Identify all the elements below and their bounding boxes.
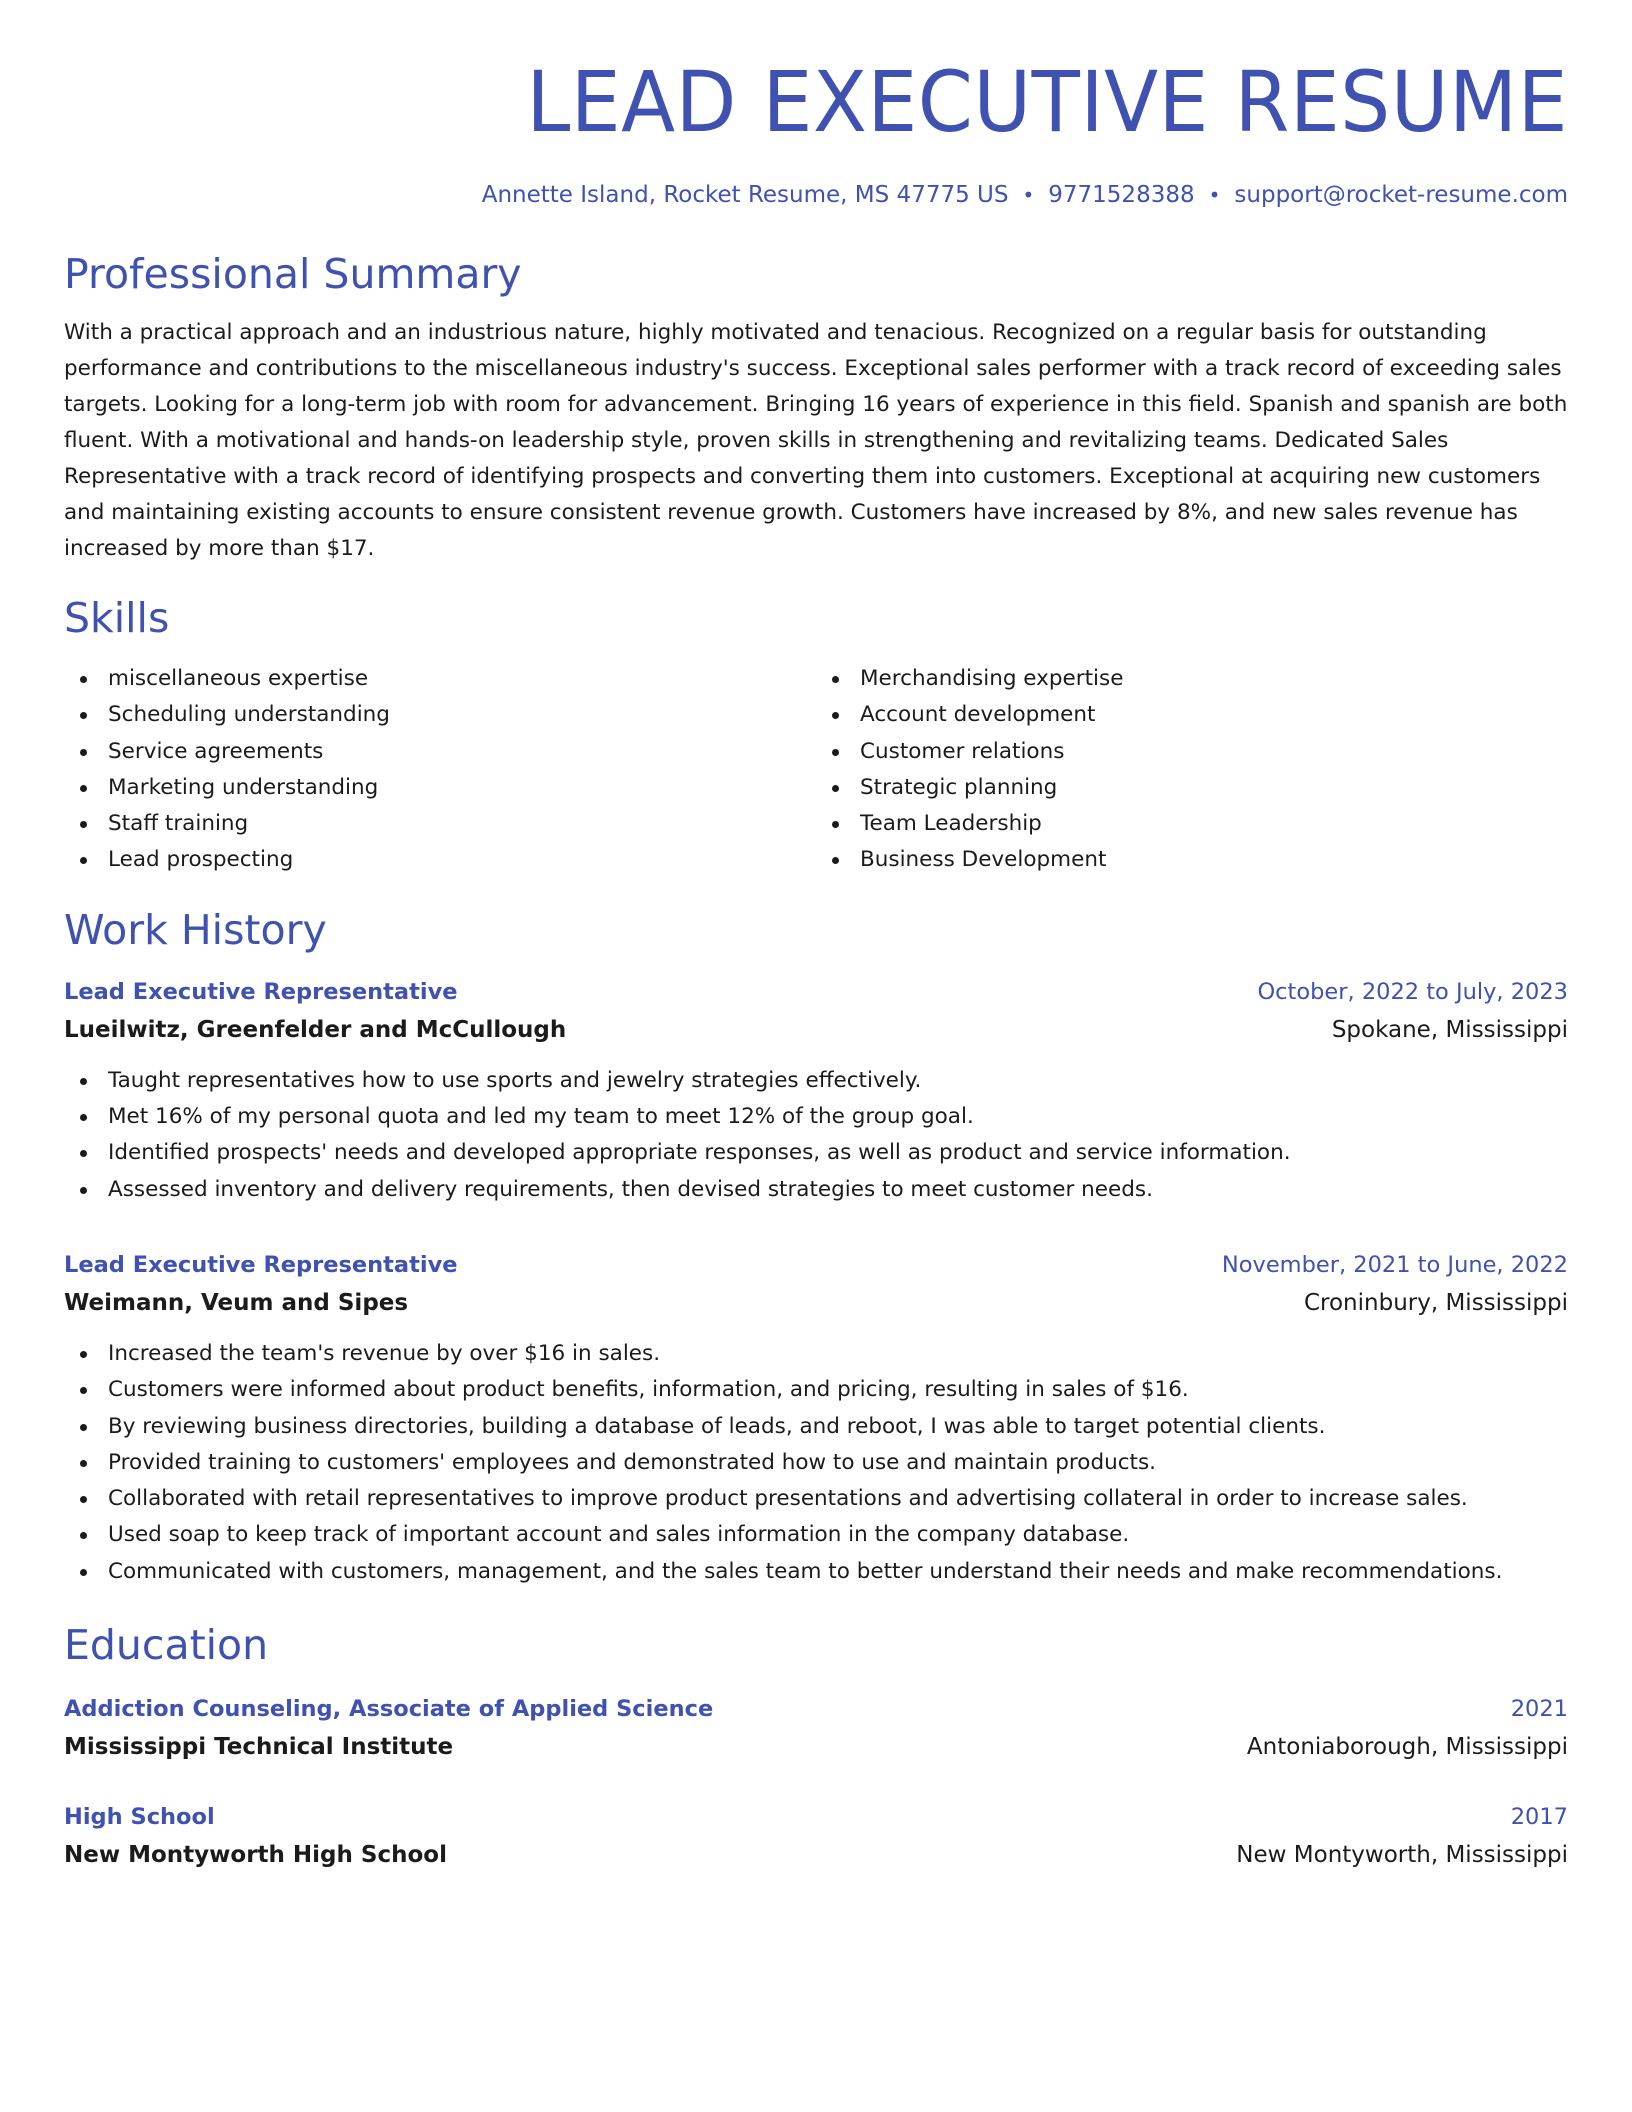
skills-grid [64,661,1568,879]
job-bullet: By reviewing business directories, building a database of leads, and reboot, I was able to target potential clients. [108,1409,1568,1445]
job-bullet: Increased the team's revenue by over $16 in sales. [108,1336,1568,1372]
skill-item: Strategic planning [860,770,1568,806]
job-title: Lead Executive Representative [64,978,458,1005]
education-entry [64,1690,1568,1766]
contact-separator: • [1208,183,1221,207]
education-school-row [64,1728,1568,1766]
skill-item: Account development [860,697,1568,733]
education-entry [64,1798,1568,1874]
job-title: Lead Executive Representative [64,1251,458,1278]
job-bullet: Identified prospects' needs and developed appropriate responses, as well as product and service information. [108,1135,1568,1171]
skill-item: Team Leadership [860,806,1568,842]
job-bullet: Met 16% of my personal quota and led my team to meet 12% of the group goal. [108,1099,1568,1135]
contact-email[interactable]: support@rocket-resume.com [1234,182,1568,208]
job-bullet: Assessed inventory and delivery requirements, then devised strategies to meet customer needs. [108,1172,1568,1208]
work-history-heading: Work History [64,905,327,954]
skill-item: Service agreements [108,734,816,770]
job-bullet: Used soap to keep track of important account and sales information in the company database. [108,1517,1568,1553]
skill-item: Marketing understanding [108,770,816,806]
education-location: Antoniaborough, Mississippi [1246,1734,1568,1761]
skill-item: Staff training [108,806,816,842]
job-header-row [64,973,1568,1011]
skill-item: Business Development [860,842,1568,878]
education-header-row [64,1690,1568,1728]
job-company-row [64,1284,1568,1322]
education-location: New Montyworth, Mississippi [1236,1842,1568,1869]
contact-phone: 9771528388 [1048,182,1195,208]
education-year: 2017 [1510,1804,1568,1831]
education-heading: Education [64,1621,269,1670]
contact-separator: • [1022,183,1035,207]
skills-column-right [816,661,1568,879]
job-bullets [64,1063,1568,1208]
skill-item: Scheduling understanding [108,697,816,733]
education-school-row [64,1836,1568,1874]
job-entry [64,973,1568,1208]
contact-line [64,179,1568,211]
job-bullet: Collaborated with retail representatives to improve product presentations and advertising collateral in order to increase sales. [108,1481,1568,1517]
job-company: Weimann, Veum and Sipes [64,1289,409,1316]
skill-item: Lead prospecting [108,842,816,878]
job-dates: October, 2022 to July, 2023 [1257,978,1568,1005]
contact-address: Annette Island, Rocket Resume, MS 47775 US [481,182,1009,208]
education-year: 2021 [1510,1696,1568,1723]
skill-item: Customer relations [860,734,1568,770]
resume-title: LEAD EXECUTIVE RESUME [526,53,1569,151]
skills-heading: Skills [64,594,170,642]
job-bullet: Taught representatives how to use sports and jewelry strategies effectively. [108,1063,1568,1099]
skill-item: miscellaneous expertise [108,661,816,697]
skills-column-left [64,661,816,879]
job-bullet: Communicated with customers, management, and the sales team to better understand their needs and make recommendations. [108,1554,1568,1590]
job-dates: November, 2021 to June, 2022 [1221,1251,1568,1278]
job-company-row [64,1011,1568,1049]
education-degree: Addiction Counseling, Associate of Applied Science [64,1696,714,1723]
job-bullet: Provided training to customers' employees and demonstrated how to use and maintain products. [108,1445,1568,1481]
job-header-row [64,1246,1568,1284]
education-school: New Montyworth High School [64,1842,447,1869]
job-bullets [64,1336,1568,1590]
job-location: Croninbury, Mississippi [1303,1289,1568,1316]
education-school: Mississippi Technical Institute [64,1734,454,1761]
summary-text: With a practical approach and an industrious nature, highly motivated and tenacious. Recognized on a regular basis for outstanding performance and contributions to the miscellaneous industry's success. Exceptional sales performer with a track record of exceeding sales targets. Looking for a long-term job with room for advancement. Bringing 16 years of experience in this field. Spanish and spanish are both fluent. With a motivational and hands-on leadership style, proven skills in strengthening and revitalizing teams. Dedicated Sales Representative with a track record of identifying prospects and converting them into customers. Exceptional at acquiring new customers and maintaining existing accounts to ensure consistent revenue growth. Customers have increased by 8%, and new sales revenue has increased by more than $17. [64,320,1568,561]
job-bullet: Customers were informed about product benefits, information, and pricing, resulting in sales of $16. [108,1372,1568,1408]
job-company: Lueilwitz, Greenfelder and McCullough [64,1016,567,1043]
education-degree: High School [64,1804,215,1831]
education-header-row [64,1798,1568,1836]
job-entry [64,1246,1568,1590]
job-location: Spokane, Mississippi [1331,1016,1568,1043]
skill-item: Merchandising expertise [860,661,1568,697]
summary-heading: Professional Summary [64,250,522,298]
